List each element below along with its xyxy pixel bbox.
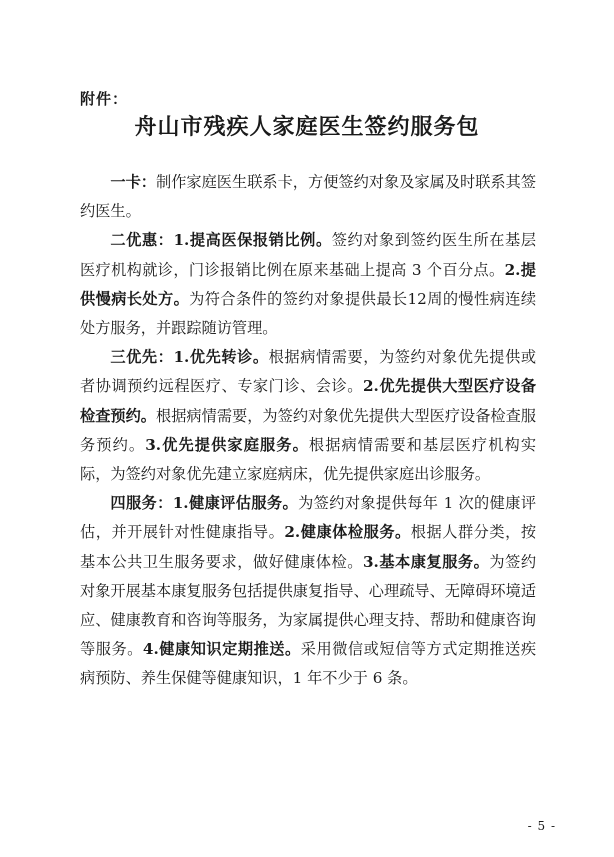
item-title: 2.健康体检服务。	[284, 523, 411, 542]
section-heading: 二优惠：	[110, 231, 174, 250]
item-title: 1.健康评估服务。	[172, 494, 299, 513]
item-text: 签约对象到签约医生所在基层医疗机构就诊，门诊报销比例在原来基础上提高 3 个百分点。	[80, 231, 537, 279]
document-title: 舟山市残疾人家庭医生签约服务包	[134, 114, 480, 140]
section-three-priorities	[80, 343, 536, 489]
item-title: 2.提供慢病长处方。	[80, 260, 536, 308]
item-text: 根据病情需要，为签约对象优先提供或者协调预约远程医疗、专家门诊、会诊。	[80, 348, 537, 396]
section-text: 制作家庭医生联系卡，方便签约对象及家属及时联系其签约医生。	[80, 173, 537, 221]
item-title: 4.健康知识定期推送。	[142, 640, 301, 659]
attachment-label: 附件：	[80, 90, 129, 108]
item-title: 2.优先提供大型医疗设备检查预约。	[80, 377, 537, 425]
item-text: 为符合条件的签约对象提供最长12周的慢性病连续处方服务，并跟踪随访管理。	[80, 289, 537, 338]
item-text: 根据病情需要和基层医疗机构实际，为签约对象优先建立家庭病床，优先提供家庭出诊服务。	[80, 435, 537, 484]
item-title: 1.提高医保报销比例。	[173, 231, 332, 250]
item-text: 根据病情需要，为签约对象优先提供大型医疗设备检查服务预约。	[80, 406, 537, 454]
section-one-card	[80, 168, 536, 226]
document-body	[80, 168, 536, 694]
page-number: - 5 -	[527, 819, 556, 833]
section-two-benefits	[80, 226, 536, 343]
item-title: 3.基本康复服务。	[362, 552, 490, 571]
section-heading: 三优先：	[110, 348, 174, 367]
item-text: 根据人群分类，按基本公共卫生服务要求，做好健康体检。	[80, 523, 537, 571]
section-heading: 一卡：	[110, 173, 156, 191]
item-text: 为签约对象开展基本康复服务包括提供康复指导、心理疏导、无障碍环境适应、健康教育和咨询等服务，为家属提供心理支持、帮助和健康咨询等服务。	[80, 552, 537, 659]
item-text: 采用微信或短信等方式定期推送疾病预防、养生保健等健康知识，1 年不少于 6 条。	[80, 640, 537, 688]
item-title: 1.优先转诊。	[173, 348, 269, 367]
item-text: 为签约对象提供每年 1 次的健康评估，并开展针对性健康指导。	[80, 494, 537, 542]
section-heading: 四服务：	[110, 494, 173, 513]
item-title: 3.优先提供家庭服务。	[145, 435, 309, 454]
section-four-services	[80, 489, 536, 693]
